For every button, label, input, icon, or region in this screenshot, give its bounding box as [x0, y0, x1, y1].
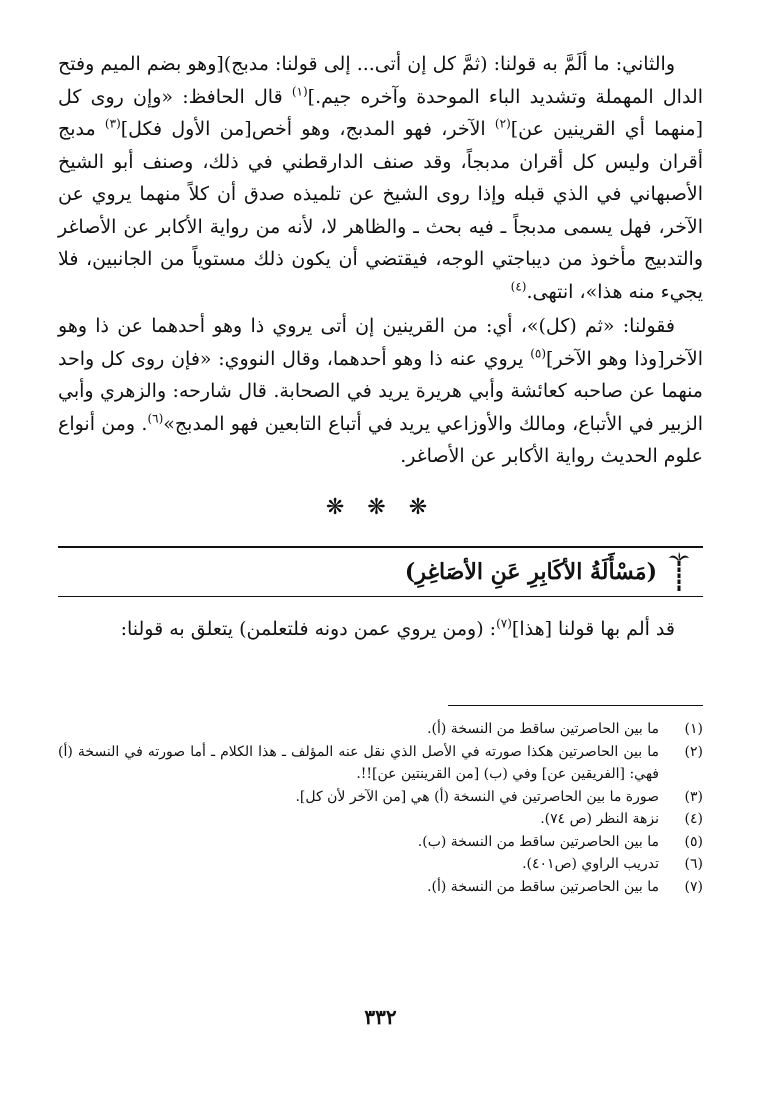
- paragraph-1: [58, 48, 703, 308]
- footnote-item: [58, 876, 703, 899]
- separator-asterisks: ❋ ❋ ❋: [325, 494, 436, 520]
- paragraph-3: [58, 613, 703, 646]
- footnotes: [58, 718, 703, 898]
- footnote-ref-4[interactable]: (٤): [510, 279, 527, 294]
- section-heading-inner: [405, 552, 689, 592]
- footnote-ref-3[interactable]: (٣): [104, 116, 121, 131]
- footnote-item: [58, 853, 703, 876]
- paragraph-1-part-1: والثاني: ما ألَمَّ به قولنا: (ثمَّ كل إن أتى... إلى قولنا: مدبج)[وهو بضم الميم وفتح الدال المهملة وتشديد الباء الموحدة وآخره جيم.]: [58, 53, 703, 108]
- footnote-number: (٧): [684, 878, 703, 895]
- footnote-item: [58, 718, 703, 741]
- footnote-text: ما بين الحاصرتين ساقط من النسخة (أ).: [427, 721, 659, 737]
- footnote-text: تدريب الراوي (ص٤٠١).: [522, 856, 659, 872]
- footnote-text: ما بين الحاصرتين هكذا صورته في الأصل الذي نقل عنه المؤلف ـ هذا الكلام ـ أما صورته في النسخة (أ) فهي: [الفريقين عن] وفي (ب) [من القرينتين عن]!!.: [58, 743, 659, 782]
- footnote-ref-5[interactable]: (٥): [530, 346, 547, 361]
- paragraph-2-part-2: يروي عنه ذا وهو أحدهما، وقال النووي: «فإن روى كل واحد منهما عن صاحبه كعائشة وأبي هريرة يريد في الصحابة. قال شارحه: والزهري وأبي الزبير في الأتباع، ومالك والأوزاعي يريد في أتباع التابعين فهو المدبج»: [58, 347, 704, 435]
- footnote-item: [58, 808, 703, 831]
- page-number: ٣٣٢: [364, 1005, 397, 1029]
- paragraph-3-part-2: : (ومن يروي عمن دونه فلتعلمن) يتعلق به قولنا:: [120, 617, 497, 640]
- footnote-item: [58, 786, 703, 809]
- paragraph-1-part-2: قال الحافظ: «وإن روى كل [منهما أي القرينين عن]: [58, 85, 703, 140]
- footnote-number: (١): [684, 721, 703, 737]
- footnote-number: (٥): [684, 833, 703, 850]
- footnote-number: (٢): [684, 743, 703, 760]
- section-heading: [58, 546, 703, 597]
- section-title: (مَسْأَلَةُ الأكَابِرِ عَنِ الأصَاغِرِ): [404, 558, 657, 585]
- footnote-ref-7[interactable]: (٧): [496, 616, 512, 631]
- footnote-divider: [448, 705, 703, 706]
- footnote-item: [58, 741, 703, 786]
- section-body: [58, 613, 703, 646]
- paragraph-1-part-3: الآخر، فهو المدبج، وهو أخص[من الأول فكل]: [120, 118, 495, 140]
- footnote-number: (٤): [684, 811, 703, 827]
- paragraph-2-part-3: . ومن أنواع علوم الحديث رواية الأكابر عن الأصاغر.: [58, 412, 703, 467]
- paragraph-3-part-1: قد ألم بها قولنا [هذا]: [511, 617, 675, 640]
- footnote-text: ما بين الحاصرتين ساقط من النسخة (أ).: [427, 878, 659, 895]
- footnote-number: (٣): [684, 788, 703, 805]
- footnote-text: ما بين الحاصرتين ساقط من النسخة (ب).: [417, 833, 659, 850]
- palm-tree-icon: [669, 552, 689, 592]
- footnote-ref-1[interactable]: (١): [291, 84, 308, 99]
- footnote-item: [58, 831, 703, 854]
- footnote-number: (٦): [684, 856, 703, 872]
- paragraph-2: [58, 310, 703, 473]
- footnote-text: صورة ما بين الحاصرتين في النسخة (أ) هي [من الآخر لأن كل].: [295, 788, 659, 805]
- footnote-ref-6[interactable]: (٦): [147, 411, 164, 426]
- page: [58, 48, 703, 898]
- paragraph-2-part-1: فقولنا: «ثم (كل)»، أي: من القرينين إن أتى يروي ذا وهو أحدهما عن ذا وهو الآخر[وذا وهو الآخر]: [58, 315, 703, 370]
- paragraph-1-part-4: مدبج أقران وليس كل أقران مدبجاً، وقد صنف الدارقطني في ذلك، وصنف أبو الشيخ الأصبهاني في الذي قبله وإذا روى الشيخ عن تلميذه صدق أن كلاً منهما يروي عن الآخر، فهل يسمى مدبجاً ـ فيه بحث ـ والظاهر لا، لأنه من رواية الأكابر عن الأصاغر والتدبيج مأخوذ من ديباجتي الوجه، فيقتضي أن يكون ذلك مستوياً من الجانبين، فلا يجيء منه هذا»، انتهى.: [58, 118, 703, 303]
- footnote-ref-2[interactable]: (٢): [494, 116, 511, 131]
- footnote-text: نزهة النظر (ص ٧٤).: [540, 811, 659, 827]
- main-text: [58, 48, 703, 473]
